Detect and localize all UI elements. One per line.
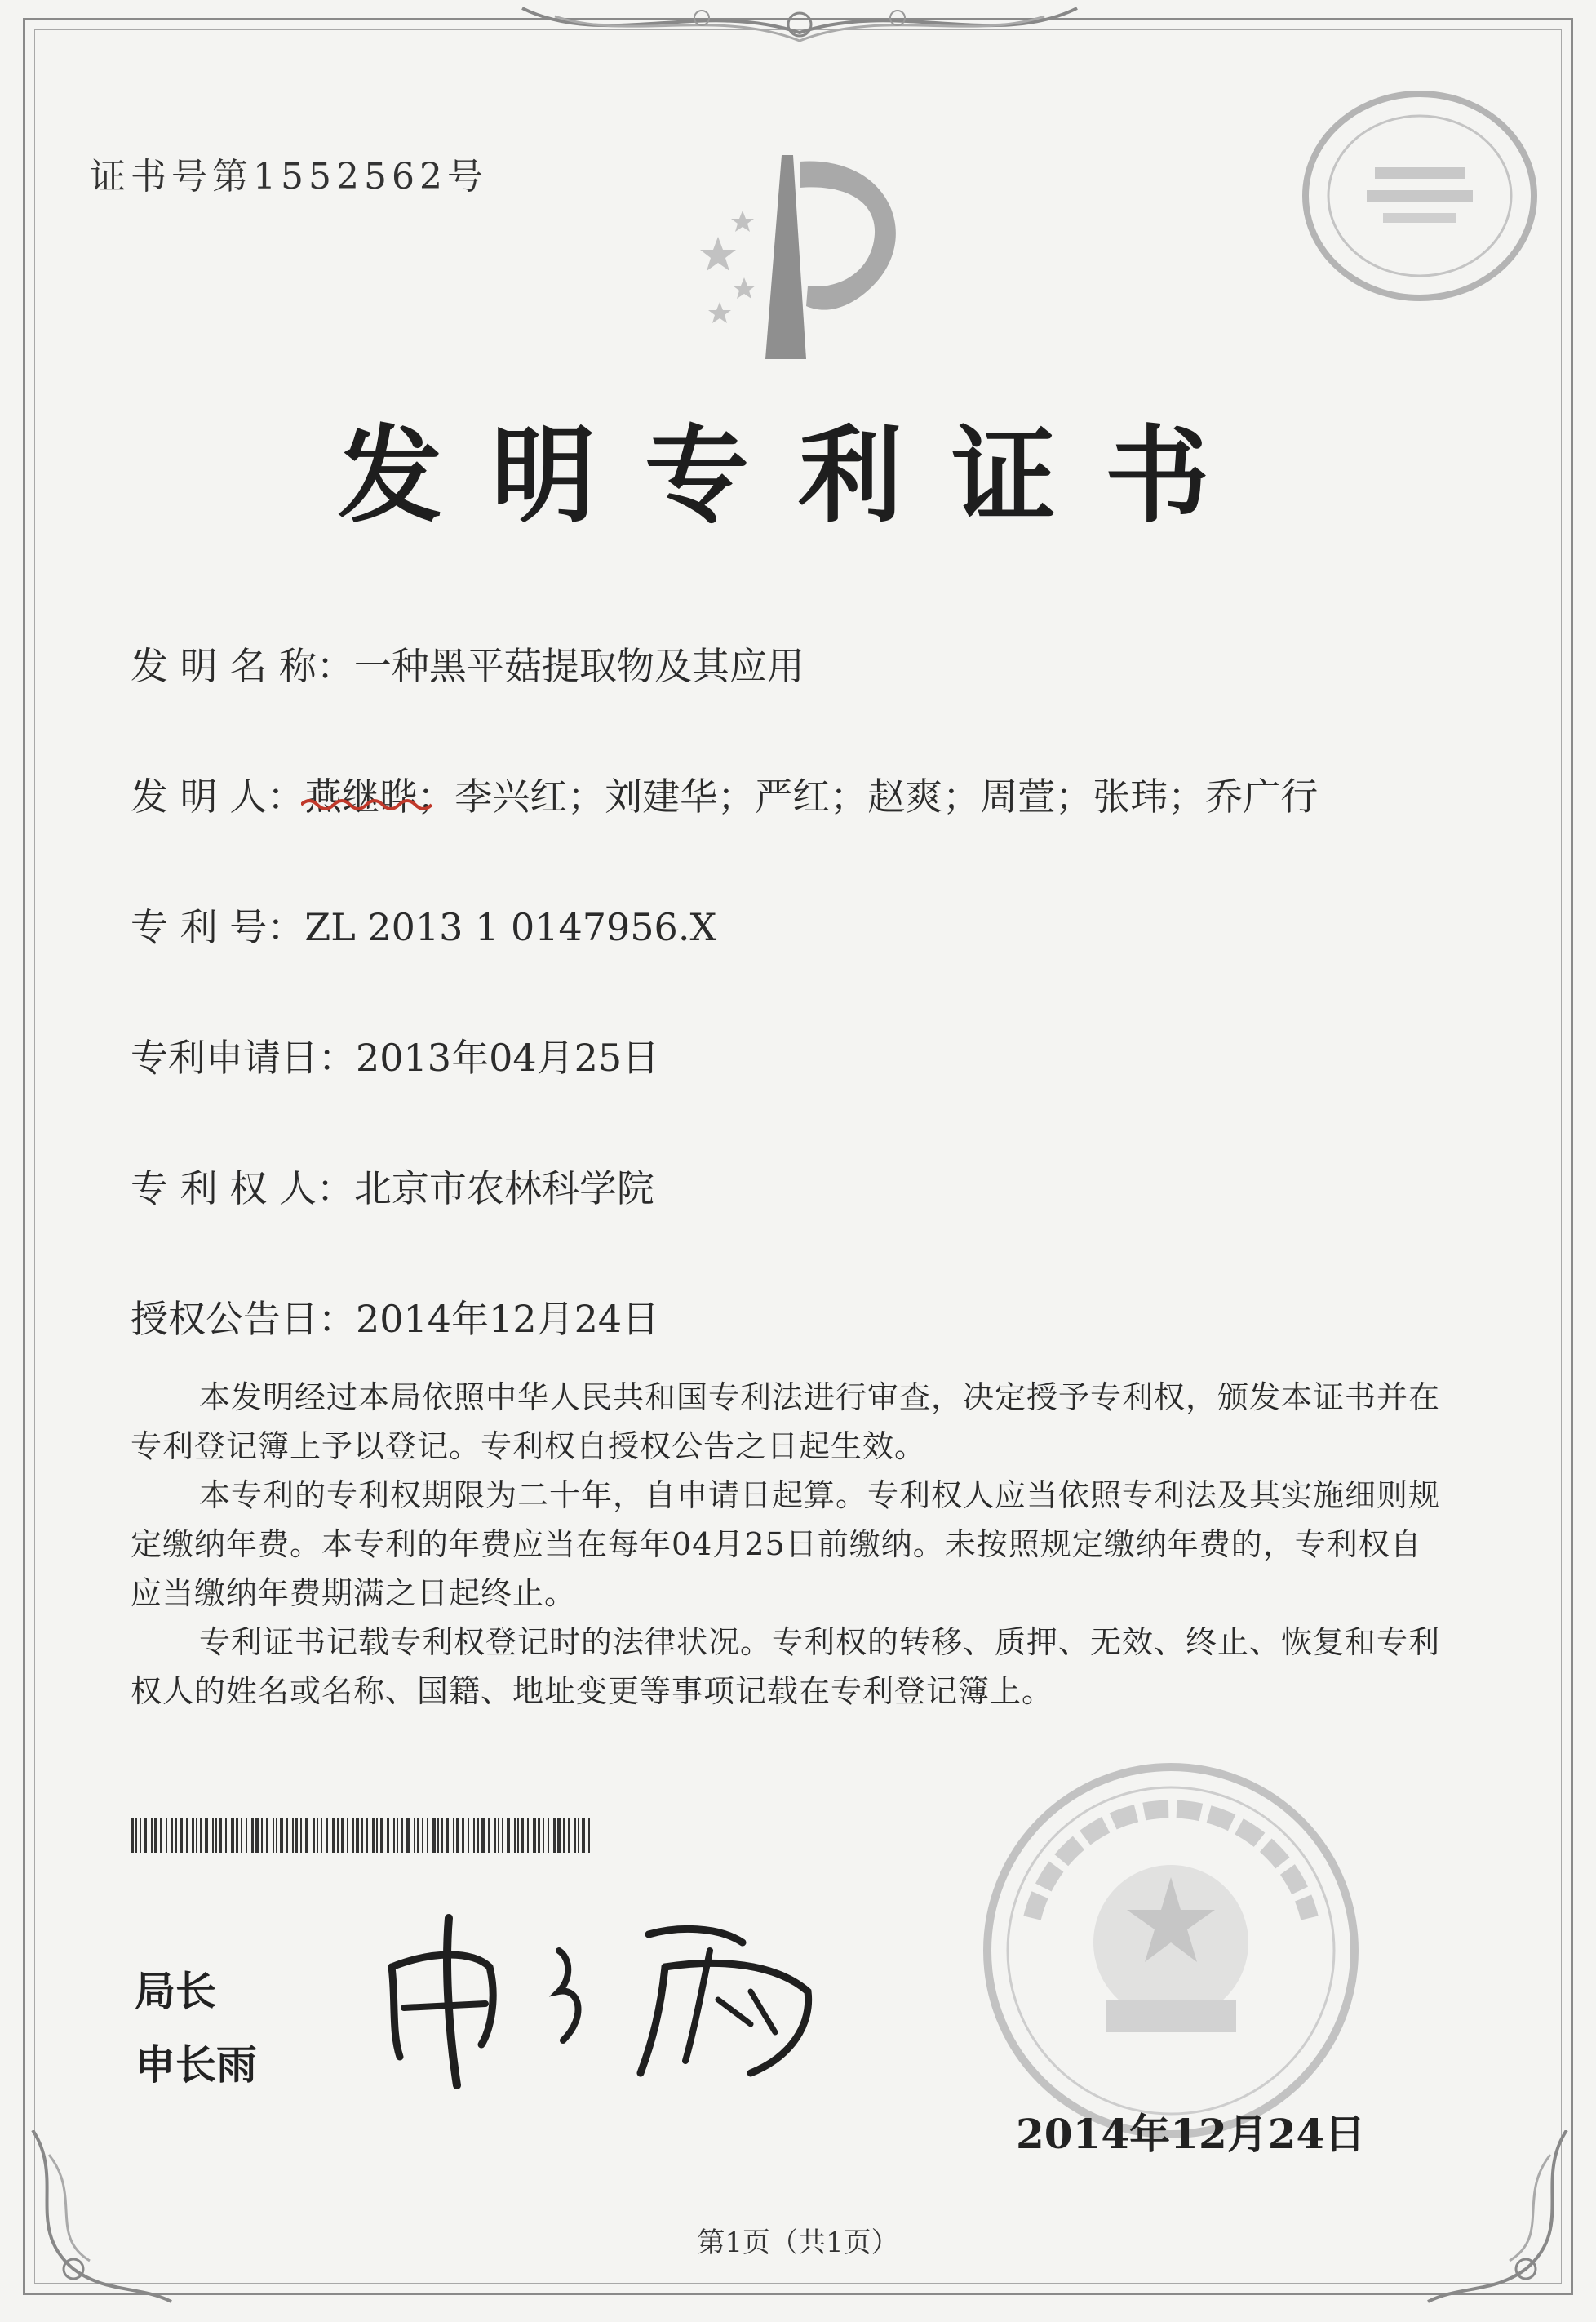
page-indicator: 第1页（共1页） [697, 2227, 899, 2259]
field-inventors [131, 767, 1318, 821]
first-inventor [304, 767, 417, 821]
field-value: ZL 2013 1 0147956.X [304, 905, 717, 949]
top-ornament [506, 0, 1093, 49]
field-value: 北京市农林科学院 [353, 1166, 654, 1210]
field-label: 发 明 名 称： [131, 644, 354, 688]
director-name: 申长雨 [135, 2041, 257, 2089]
field-application-date [131, 1028, 659, 1082]
certificate-number: 证书号第1552562号 [90, 156, 488, 198]
body-paragraph: 专利证书记载专利权登记时的法律状况。专利权的转移、质押、无效、终止、恢复和专利权人的姓名或名称、国籍、地址变更等事项记载在专利登记簿上。 [131, 1624, 1441, 1709]
field-label: 授权公告日： [131, 1297, 356, 1341]
field-label: 发 明 人： [131, 775, 305, 819]
field-invention-name [131, 637, 805, 690]
director-signature [367, 1902, 840, 2089]
field-label: 专 利 权 人： [131, 1166, 354, 1210]
field-label: 专利申请日： [131, 1036, 356, 1080]
field-patent-number [131, 898, 716, 952]
certificate-title: 发明专利证书 [337, 415, 1258, 537]
wavy-underline [301, 797, 432, 813]
top-right-seal [1297, 86, 1542, 306]
certificate-body [131, 1373, 1444, 1716]
field-patentee [131, 1159, 654, 1213]
body-paragraph: 本发明经过本局依照中华人民共和国专利法进行审查，决定授予专利权，颁发本证书并在专利登记簿上予以登记。专利权自授权公告之日起生效。 [131, 1379, 1441, 1464]
field-grant-date [131, 1290, 659, 1343]
field-value: 2013年04月25日 [356, 1036, 660, 1080]
issue-date: 2014年12月24日 [1016, 2110, 1366, 2158]
first-inventor-name: 燕继晔 [304, 775, 418, 819]
barcode [131, 1818, 596, 1853]
director-title: 局长 [135, 1968, 216, 2015]
field-value: 2014年12月24日 [356, 1297, 660, 1341]
field-value: 一种黑平菇提取物及其应用 [353, 644, 805, 688]
field-value: ；李兴红；刘建华；严红；赵爽；周萱；张玮；乔广行 [417, 775, 1319, 819]
official-seal [975, 1755, 1367, 2147]
patent-office-emblem [669, 139, 930, 367]
field-label: 专 利 号： [131, 905, 305, 949]
body-paragraph: 本专利的专利权期限为二十年，自申请日起算。专利权人应当依照专利法及其实施细则规定缴纳年费。本专利的年费应当在每年04月25日前缴纳。未按照规定缴纳年费的，专利权自应当缴纳年费期满之日起终止。 [131, 1477, 1441, 1611]
